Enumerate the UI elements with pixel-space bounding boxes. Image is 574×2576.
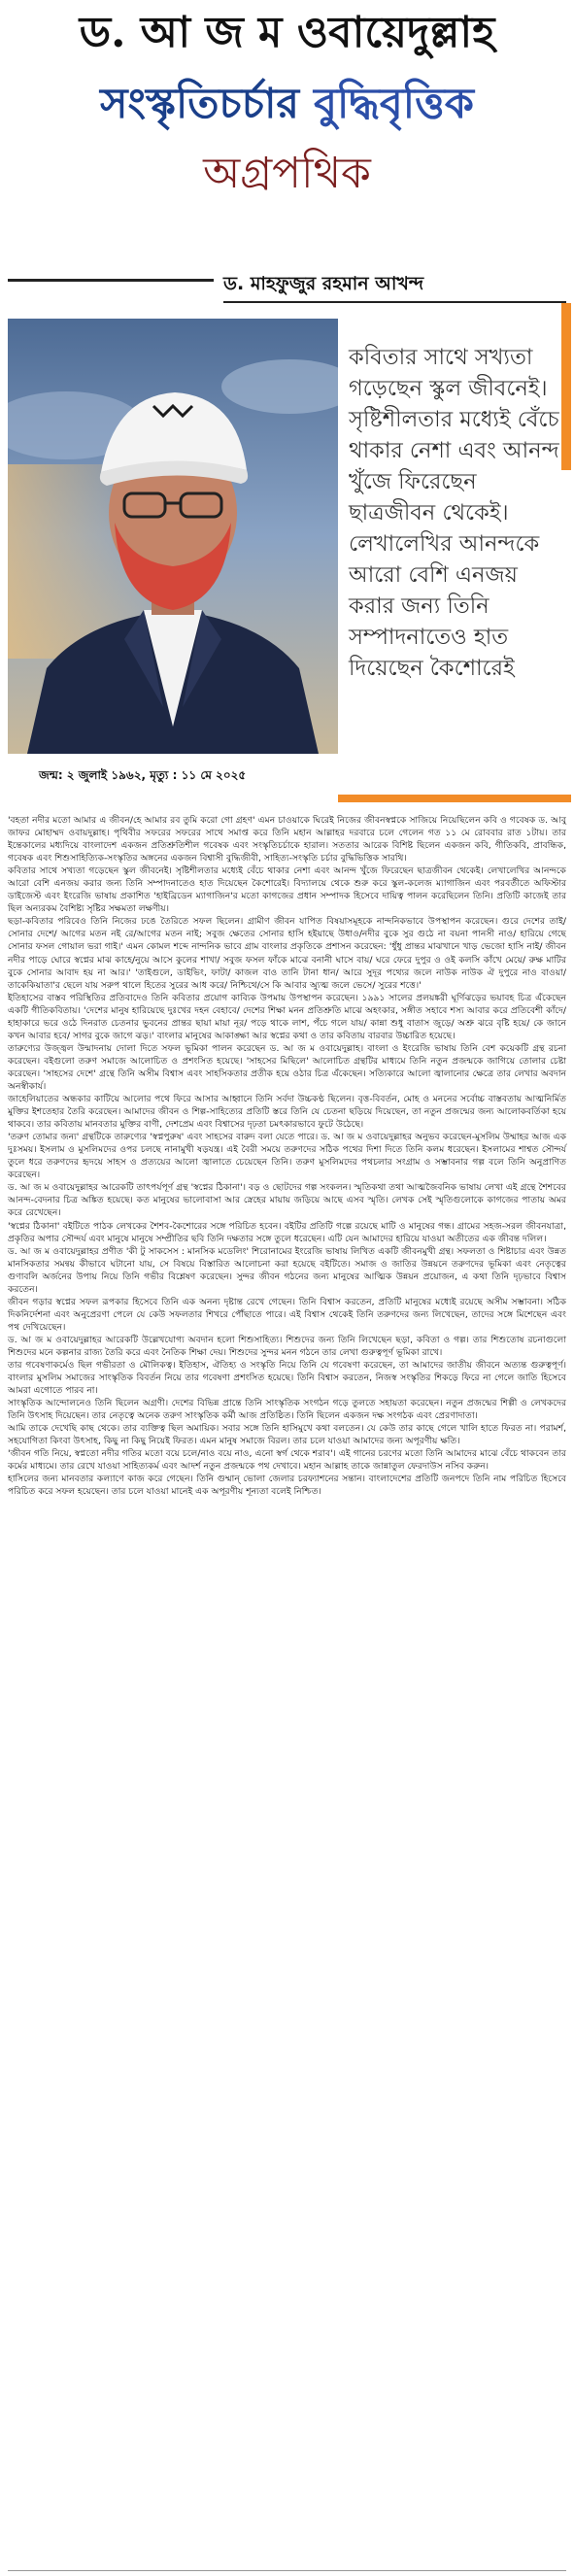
body-paragraph: কবিতার সাথে সখ্যতা গড়েছেন স্কুল জীবনেই। সৃষ্টিশীলতার মধ্যেই বেঁচে থাকার নেশা এবং আনন্দ খুঁজে ফিরেছেন ছাত্রজীবন থেকেই। লেখালেখির আনন্দকে আরো বেশি এনজয় করার জন্য তিনি সম্পাদনাতেও হাত দিয়েছেন কৈশোরেই। বিদ্যালয়ে থেকে শুরু করে স্কুল-কলেজ ম্যাগাজিন এবং পরবর্তীতে অফিস্টার ডাইজেস্ট এবং ইংরেজি ভাষায় প্রকাশিত 'হাইব্রিডেন ম্যাগাজিন'র মতো কাগজের প্রধান সম্পাদক হিসেবে দায়িত্ব পালন করেছিলেন তিনি। প্রতিটি কাজেই তার ছিল অন্যরকম বৈশিষ্ট্য সৃষ্টির সক্ষমতা লক্ষণীয়। — [8, 865, 566, 915]
headline-line-1: ড. আ জ ম ওবায়েদুল্লাহ — [79, 8, 495, 57]
body-paragraph: ছড়া-কবিতার পরিবেও তিনি নিজের ঢঙে তৈরিতে সফল ছিলেন। গ্রামীণ জীবন যাপিত বিষয়াসমূহকে নান্দনিকভাবে উপস্থাপন করেছেন। গুরে দেশের তাই/ সোনার দেশে/ আগের মতন নই রে/আগের মতন নাই; সবুজ ক্ষেতের সোনার হাসি হইয়াছে উধাও/নদীর বুকে সুর গুঠে না বয়না পানসী নাও/ হারিয়ে গেছে সোনার ফসল গোয়াল ভরা গাই।' এমন কোমল শব্দে নান্দনিক ভাবে গ্রাম বাংলার প্রকৃতিকে প্রশাসন করেছেন: 'ধুঁধু প্রান্তর মাঝখানে খাড় ভেজো হাসি নাই/ জীবন নদীর পাড়ে ঘোরে স্বপ্নের মাঝ কাহে/নুয়ে আসে কুলের শাখা/ সবুজ ফসল ফাঁকে মাঝে বনানী ঘাসে বায়/ ঘরে ফেরে দুপুর ও ওই কলসি কাঁখে মেয়ে/ রুক্ষ মাটির বুকে সোনার আবাদ হয় না আর।' 'তাইগুলে, ডাইভিং, ফাটা/ কাজল বাও তানি টানা ধান/ আরে সুদূর পথ্যের জলে নাউক নাউক ঐ দুপুরে নাও বাওয়া/ তাকেকিয়াতা'র ছেলে যায় সরুপ থালে হিতের সুরের আধ করে/ নিশ্চিথে/সে কি আবার অ্যুত্ম জলে ভেসে/ সুরের শত্তে।' — [8, 916, 566, 991]
body-paragraph: সাংস্কৃতিক আন্দোলনেও তিনি ছিলেন অগ্রণী। দেশের বিভিন্ন প্রান্তে তিনি সাংস্কৃতিক সংগঠন গড়ে তুলতে সহায়তা করেছেন। নতুন প্রজন্মের শিল্পী ও লেখকদের তিনি উৎসাহ দিয়েছেন। তার নেতৃত্বে অনেক তরুণ সাংস্কৃতিক কর্মী আজ প্রতিষ্ঠিত। তিনি ছিলেন একজন দক্ষ সংগঠক এবং প্রেরণাদাতা। — [8, 1398, 566, 1422]
body-paragraph: জাহেলিয়াতের অন্ধকার কাটিয়ে আলোর পথে ফিরে আসার আহ্বানে তিনি সর্বদা উচ্চকণ্ঠ ছিলেন। বৃত্ত-বিবর্তন, মোহ ও মননের সর্বোচ্চ বাস্তবতায় আত্মনির্মিত মুক্তির ইশতেহার তৈরি করেছেন। আমাদের জীবন ও শিল্প-সাহিত্যের প্রতিটি স্তরে তিনি যে চেতনা ছড়িয়ে দিয়েছেন, তা নতুন প্রজন্মের জন্য আলোকবর্তিকা হয়ে থাকবে। তার কবিতায় মানবতার মুক্তির বাণী, দেশপ্রেম এবং বিশ্বাসের দৃঢ়তা চমৎকারভাবে ফুটে উঠেছে। — [8, 1094, 566, 1131]
portrait-illustration — [8, 319, 338, 754]
body-paragraph: 'স্বপ্নের ঠিকানা' বইটিতে পাঠক লেখকের শৈশব-কৈশোরের সঙ্গে পরিচিত হবেন। বইটির প্রতিটি গল্পে রয়েছে মাটি ও মানুষের গন্ধ। গ্রামের সহজ-সরল জীবনযাত্রা, প্রকৃতির অপার সৌন্দর্য এবং মানুষে মানুষে সম্প্রীতির ছবি তিনি দক্ষতার সঙ্গে তুলে ধরেছেন। এটি যেন আমাদের হারিয়ে যাওয়া অতীতের এক জীবন্ত দলিল। — [8, 1220, 566, 1244]
body-paragraph: তার গবেষণাকর্মেও ছিল গভীরতা ও মৌলিকত্ব। ইতিহাস, ঐতিহ্য ও সংস্কৃতি নিয়ে তিনি যে গবেষণা করেছেন, তা আমাদের জাতীয় জীবনে অত্যন্ত গুরুত্বপূর্ণ। বাংলার মুসলিম সমাজের সাংস্কৃতিক বিবর্তন নিয়ে তার গবেষণা প্রশংসিত হয়েছে। তিনি বিশ্বাস করতেন, নিজস্ব সংস্কৃতির শিকড়ে ফিরে না গেলে জাতি হিসেবে আমরা এগোতে পারব না। — [8, 1360, 566, 1397]
headline-line-2 — [0, 76, 574, 132]
body-paragraph: হাসিলের জন্য মানবতার কল্যাণে কাজ করে গেছেন। তিনি গুম্মান্‌ ভোলা জেলার চরফ্যাশনের সন্তান। বাংলাদেশের প্রতিটি জনপদে তিনি নাম পরিচিত হিসেবে পরিচিত করে সফল হয়েছেন। তার চলে যাওয়া মানেই এক অপূরণীয় শূন্যতা বলেই নিশ্চিত। — [8, 1474, 566, 1498]
birth-death-dates: জন্ম: ২ জুলাই ১৯৬২, মৃত্যু : ১১ মে ২০২৫ — [39, 768, 247, 782]
body-paragraph: ড. আ জ ম ওবায়েদুল্লাহর প্রণীত 'কী টু সাকসেস : মানসিক মডেলিং' শিরোনামের ইংরেজি ভাষায় লিখিত একটি জীবনমুখী গ্রন্থ। সফলতা ও শিষ্টাচার এবং উন্নত মানসিকতার সমন্বয় কীভাবে ঘটানো যায়, সে বিষয়ে বিস্তারিত আলোচনা করা হয়েছে বইটিতে। সমাজ ও জাতির উন্নয়নে তরুণদের ভূমিকা এবং নেতৃত্বের গুণাবলি অর্জনের উপায় নিয়ে তিনি গভীর বিশ্লেষণ করেছেন। সুন্দর জীবন গঠনের জন্য মানুষের আত্মিক উন্নয়ন প্রয়োজন, এ কথা তিনি দৃঢ়ভাবে বিশ্বাস করতেন। — [8, 1245, 566, 1295]
pull-quote — [349, 342, 562, 684]
pull-quote-text: কবিতার সাথে সখ্যতা গড়েছেন স্কুল জীবনেই। সৃষ্টিশীলতার মধ্যেই বেঁচে থাকার নেশা এবং আনন্দ খুঁজে ফিরেছেন ছাত্রজীবন থেকেই। লেখালেখির আনন্দকে আরো বেশি এনজয় করার জন্য তিনি সম্পাদনাতেও হাত দিয়েছেন কৈশোরেই — [349, 345, 559, 681]
body-paragraph: ড. আ জ ম ওবায়েদুল্লাহর আরেকটি তাৎপর্যপূর্ণ গ্রন্থ 'স্বপ্নের ঠিকানা'। বড় ও ছোটদের গল্প সংকলন। স্মৃতিকথা তথা আত্মজৈবনিক ভাষায় লেখা এই গ্রন্থে শৈশবের আনন্দ-বেদনার চিত্র অঙ্কিত হয়েছে। কত মানুষের ভালোবাসা আর স্নেহের মায়ায় জড়িয়ে আছে এসব স্মৃতি। লেখক সেই স্মৃতিগুলোকে কাগজের পাতায় অমর করে রেখেছেন। — [8, 1182, 566, 1219]
body-paragraph: জীবন গড়ার স্বপ্নের সফল রূপকার হিসেবে তিনি এক অনন্য দৃষ্টান্ত রেখে গেছেন। তিনি বিশ্বাস করতেন, প্রতিটি মানুষের মধ্যেই রয়েছে অসীম সম্ভাবনা। সঠিক দিকনির্দেশনা এবং অনুপ্রেরণা পেলে যে কেউ সফলতার শিখরে পৌঁছাতে পারে। এই বিশ্বাস থেকেই তিনি তরুণদের জন্য লিখেছেন, তাদের সঙ্গে মিশেছেন এবং পথ দেখিয়েছেন। — [8, 1296, 566, 1333]
portrait-photo — [8, 319, 338, 754]
body-paragraph: 'জীবন গতি নিয়ে, স্বপ্নতো নদীর গতির মতো বয়ে চলে/নাও বয়ে নাও, এনো স্বর্গ থেকে শরাব'। এই গানের চরণের মতো তিনি আমাদের মাঝে বেঁচে থাকবেন তার কর্মের মাধ্যমে। তার রেখে যাওয়া সাহিত্যকর্ম এবং আদর্শ নতুন প্রজন্মকে পথ দেখাবে। মহান আল্লাহ তাকে জান্নাতুল ফেরদাউস নসিব করুন। — [8, 1448, 566, 1473]
body-paragraph: তারুণ্যের উজ্জ্বল উন্মাদনায় দোলা দিতে সফল ভূমিকা পালন করেছেন ড. আ জ ম ওবায়েদুল্লাহ। বাংলা ও ইংরেজি ভাষায় তিনি বেশ কয়েকটি গ্রন্থ রচনা করেছেন। বইগুলো তরুণ সমাজে আলোচিত ও প্রশংসিত হয়েছে। 'সাহসের মিছিলে' আলোচিত গ্রন্থটির মাধ্যমে তিনি নতুন প্রজন্মকে জাগিয়ে তোলার চেষ্টা করেছেন। 'সাহসের দেশে' গ্রন্থে তিনি অসীম বিশ্বাস এবং সাহসিকতার প্রতীক হয়ে ওঠার চিত্র এঁকেছেন। সত্যিকারে আলো জ্বালানোর ক্ষেত্রে তার লেখার অবদান অনস্বীকার্য। — [8, 1042, 566, 1092]
divider-left — [8, 279, 214, 282]
article-body — [8, 814, 566, 1499]
body-paragraph: 'তরুণ তোমার জন্য' গ্রন্থটিকে তারুণ্যের 'স্বপ্নপুরুষ' এবং সাহসের বারুদ বলা যেতে পারে। ড. আ জ ম ওবায়েদুল্লাহর অনুভব করেছেন-মুসলিম উম্মাহর আজ এক দুঃসময়। ইসলাম ও মুসলিমদের ওপর চলছে নানামুখী ষড়যন্ত্র। এই বৈরী সময়ে তরুণদের সঠিক পথের দিশা দিতে তিনি কলম ধরেছেন। ইসলামের শাশ্বত সৌন্দর্য তুলে ধরে তরুণদের হৃদয়ে সাহস ও প্রত্যয়ের আলো জ্বালাতে চেয়েছেন তিনি। তরুণ মুসলিমদের পথচলার সংগ্রাম ও সম্ভাবনার গল্প বলে তিনি অনুপ্রাণিত করেছেন। — [8, 1132, 566, 1181]
divider-under-byline — [223, 301, 566, 303]
bottom-divider — [8, 2570, 566, 2571]
accent-bar-bottom — [338, 795, 571, 802]
author-byline: ড. মাহফুজুর রহমান আখন্দ — [223, 273, 424, 294]
body-paragraph: ড. আ জ ম ওবায়েদুল্লাহর আরেকটি উল্লেখযোগ্য অবদান হলো শিশুসাহিত্য। শিশুদের জন্য তিনি লিখেছেন ছড়া, কবিতা ও গল্প। তার শিশুতোষ রচনাগুলো শিশুদের মনে কল্পনার রাজ্য তৈরি করে এবং নৈতিক শিক্ষা দেয়। শিশুদের সুন্দর মনন গঠনে তার লেখা গুরুত্বপূর্ণ ভূমিকা রাখে। — [8, 1334, 566, 1358]
accent-bar — [561, 303, 571, 470]
headline-line-2-part-2: বুদ্ধিবৃত্তিক — [314, 80, 474, 128]
headline-line-3: অগ্রপথিক — [203, 149, 371, 198]
body-paragraph: ইতিহাসের বাস্তব পরিস্থিতির প্রতিবাদেও তিনি কবিতার প্রয়োগ কাব্যিক উপমায় উপস্থাপন করেছেন। ১৯৯১ সালের প্রলয়ঙ্করী ঘূর্ণিঝড়ের ভয়াবহ চিত্র এঁকেছেন একটি গীতিকবিতায়। 'দেশের মানুষ হারিয়েছে দুঃখের দহন বেহাবে/ দেশের শিক্ষা মনন প্রতিশ্রুতি মাঝে অহংকার, সঙ্গীত সহাবে শস্য আবার করে প্রতিবেশী কাঁদে/ হাহাকারে ভরে ওঠে দিনরাত চেতনার ভুবনের প্রান্তর ছায়া মায়া নূর/ পড়ে থাকে লাশ, পঁচে গলে যায়/ কান্না শুধু বাতাস জুড়ে/ অশ্রু ঝরে বৃষ্টি হয়ে/ কে জানে কখন আবার হবে/ সাগর বুকে জাগে ঝড়।' বাংলার মানুষের আকাঙ্ক্ষা আর স্বপ্নের কথা ও তার কবিতায় বারবার উচ্চারিত হয়েছে। — [8, 992, 566, 1041]
body-paragraph: 'বহতা নদীর মতো আমার এ জীবন/হে আমার রব তুমি করো গো গ্রহণ' এমন চাওয়াকে ঘিরেই নিজের জীবনস্বপ্নকে সাজিয়ে নিয়েছিলেন কবি ও গবেষক ড. আবু জাফর মোহাম্মদ ওবায়দুল্লাহ। পৃথিবীর সফরের সফরের সাথে সমাপ্ত করে তিনি মহান আল্লাহর দরবারে চলে গেলেন গত ১১ মে রোববার রাত ১টায়। তার ইন্তেকালের মধ্যদিয়ে বাংলাদেশ একজন প্রতিশ্রুতিশীল গবেষক এবং সংস্কৃতিচর্চাকে হারাল। সততার আরেক বিশিষ্ট ছিলেন একজন কবি, গীতিকবি, প্রাবন্ধিক, গবেষক এবং শিশুসাহিত্যিক-সংস্কৃতির অঙ্গনের একজন বিশ্বাসী বুদ্ধিজীবী, সাহিত্য-সংস্কৃতি চর্চার বুদ্ধিভিত্তিক সারথি। — [8, 815, 566, 864]
body-paragraph: আমি তাকে দেখেছি কাছ থেকে। তার ব্যক্তিত্ব ছিল অমায়িক। সবার সঙ্গে তিনি হাসিমুখে কথা বলতেন। যে কেউ তার কাছে গেলে খালি হাতে ফিরত না। পরামর্শ, সহযোগিতা কিংবা উৎসাহ, কিছু না কিছু নিয়েই ফিরত। এমন মানুষ সমাজে বিরল। তার চলে যাওয়া আমাদের জন্য অপূরণীয় ক্ষতি। — [8, 1423, 566, 1447]
headline-line-2-part-1: সংস্কৃতিচর্চার — [100, 80, 315, 128]
